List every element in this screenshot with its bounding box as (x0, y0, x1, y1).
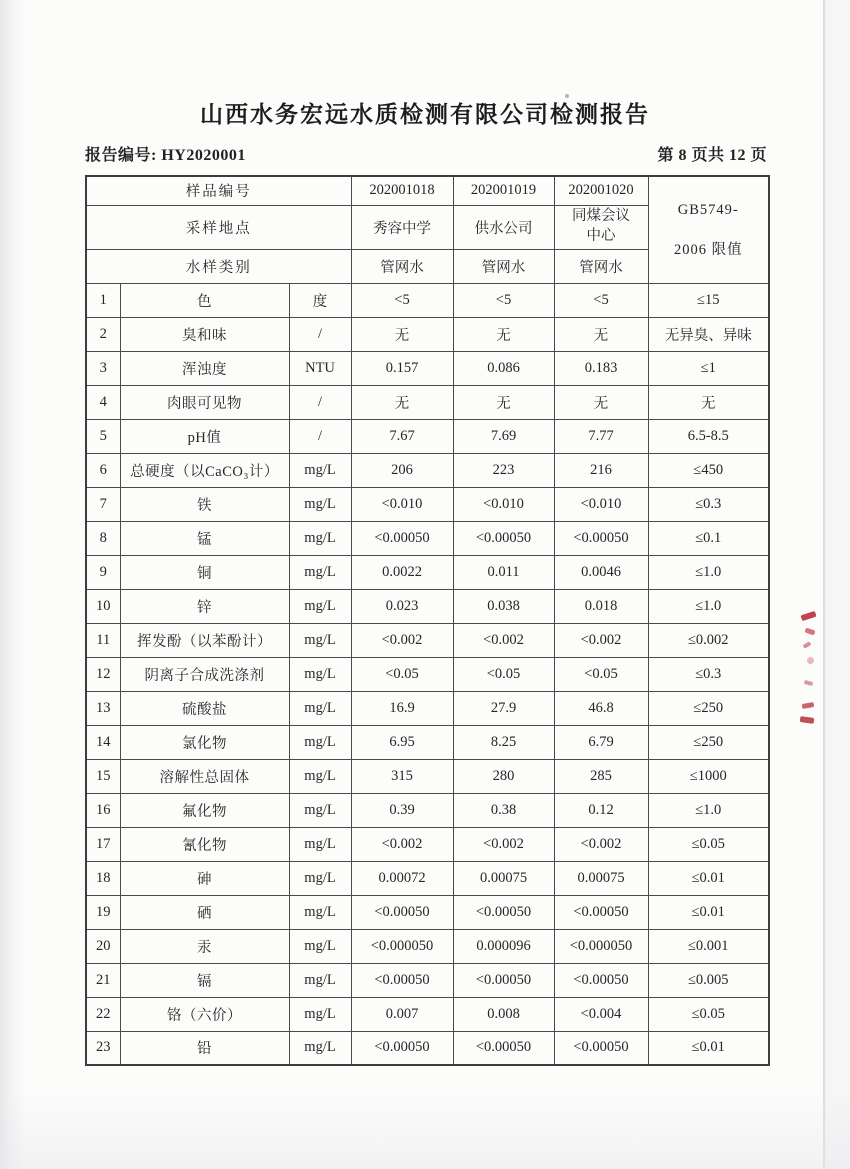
table-row (86, 861, 769, 895)
unit-cell: mg/L (289, 963, 351, 997)
limit-value-cell: ≤0.01 (648, 1031, 769, 1065)
parameter-name-cell: 氟化物 (120, 793, 289, 827)
parameter-name-cell: 锌 (120, 589, 289, 623)
limit-standard-line1: GB5749- (677, 201, 739, 218)
unit-cell: mg/L (289, 589, 351, 623)
parameter-name-cell: 硫酸盐 (120, 691, 289, 725)
limit-value-cell: ≤0.3 (648, 657, 769, 691)
unit-cell: mg/L (289, 895, 351, 929)
water-type-3: 管网水 (554, 249, 648, 283)
sample2-value-cell: 0.011 (453, 555, 554, 589)
sample2-value-cell: 0.00075 (453, 861, 554, 895)
row-index-cell: 9 (86, 555, 120, 589)
table-row (86, 725, 769, 759)
table-row (86, 895, 769, 929)
sample3-value-cell: <0.00050 (554, 521, 648, 555)
parameter-name-cell: 肉眼可见物 (120, 385, 289, 419)
row-index-cell: 5 (86, 419, 120, 453)
table-row (86, 827, 769, 861)
sample2-value-cell: <0.002 (453, 623, 554, 657)
row-index-cell: 11 (86, 623, 120, 657)
sample1-value-cell: 0.157 (351, 351, 453, 385)
row-index-cell: 8 (86, 521, 120, 555)
sample1-value-cell: <0.002 (351, 827, 453, 861)
table-row (86, 419, 769, 453)
sample1-value-cell: 0.007 (351, 997, 453, 1031)
sample3-value-cell: <0.00050 (554, 1031, 648, 1065)
sample3-value-cell: 285 (554, 759, 648, 793)
table-row (86, 759, 769, 793)
report-number-value: HY2020001 (161, 147, 246, 164)
sample1-value-cell: <0.000050 (351, 929, 453, 963)
sample1-value-cell: 206 (351, 453, 453, 487)
limit-value-cell: 6.5-8.5 (648, 419, 769, 453)
parameter-name-cell: 铁 (120, 487, 289, 521)
unit-cell: mg/L (289, 453, 351, 487)
table-row (86, 997, 769, 1031)
page-counter: 第 8 页共 12 页 (657, 147, 767, 164)
unit-cell: / (289, 385, 351, 419)
results-tbody (86, 283, 769, 1065)
report-number-label: 报告编号: (85, 147, 157, 164)
limit-value-cell: ≤0.005 (648, 963, 769, 997)
row-index-cell: 16 (86, 793, 120, 827)
sample2-value-cell: 280 (453, 759, 554, 793)
unit-cell: mg/L (289, 691, 351, 725)
location-3: 同煤会议中心 (554, 205, 648, 249)
unit-cell: mg/L (289, 997, 351, 1031)
unit-cell: mg/L (289, 487, 351, 521)
location-label: 采样地点 (86, 205, 351, 249)
limit-value-cell: ≤15 (648, 283, 769, 317)
table-row (86, 487, 769, 521)
sample3-value-cell: <0.010 (554, 487, 648, 521)
limit-value-cell: ≤0.001 (648, 929, 769, 963)
sample-id-1: 202001018 (351, 176, 453, 205)
row-index-cell: 6 (86, 453, 120, 487)
parameter-name-cell: 氯化物 (120, 725, 289, 759)
sample1-value-cell: <0.00050 (351, 895, 453, 929)
parameter-name-cell: 镉 (120, 963, 289, 997)
sample2-value-cell: <0.00050 (453, 963, 554, 997)
sample2-value-cell: <0.00050 (453, 1031, 554, 1065)
sample3-value-cell: 无 (554, 385, 648, 419)
parameter-name-cell: 挥发酚（以苯酚计） (120, 623, 289, 657)
sample2-value-cell: 0.38 (453, 793, 554, 827)
sample1-value-cell: 16.9 (351, 691, 453, 725)
sample3-value-cell: <0.00050 (554, 895, 648, 929)
limit-value-cell: ≤1 (648, 351, 769, 385)
sample-id-label: 样品编号 (86, 176, 351, 205)
table-row (86, 453, 769, 487)
sample2-value-cell: 27.9 (453, 691, 554, 725)
sample3-value-cell: 7.77 (554, 419, 648, 453)
limit-value-cell: ≤0.01 (648, 861, 769, 895)
unit-cell: mg/L (289, 827, 351, 861)
report-meta (85, 142, 767, 166)
limit-standard-line2: 2006 限值 (673, 241, 743, 258)
water-type-label: 水样类别 (86, 249, 351, 283)
parameter-name-cell: 硒 (120, 895, 289, 929)
sample3-value-cell: 无 (554, 317, 648, 351)
row-index-cell: 18 (86, 861, 120, 895)
row-index-cell: 10 (86, 589, 120, 623)
limit-value-cell: ≤0.3 (648, 487, 769, 521)
parameter-name-cell: 砷 (120, 861, 289, 895)
red-stamp-fragment (795, 585, 823, 745)
table-row (86, 793, 769, 827)
parameter-name-cell: pH值 (120, 419, 289, 453)
table-row (86, 623, 769, 657)
unit-cell: 度 (289, 283, 351, 317)
water-type-1: 管网水 (351, 249, 453, 283)
parameter-name-cell: 汞 (120, 929, 289, 963)
sample1-value-cell: 无 (351, 317, 453, 351)
limit-value-cell: ≤0.01 (648, 895, 769, 929)
row-index-cell: 4 (86, 385, 120, 419)
table-row (86, 657, 769, 691)
page-title: 山西水务宏远水质检测有限公司检测报告 (200, 101, 650, 127)
parameter-name-cell: 浑浊度 (120, 351, 289, 385)
sample1-value-cell: 0.39 (351, 793, 453, 827)
unit-cell: / (289, 419, 351, 453)
parameter-name-cell: 臭和味 (120, 317, 289, 351)
sample3-value-cell: <0.05 (554, 657, 648, 691)
limit-value-cell: ≤0.05 (648, 827, 769, 861)
parameter-name-cell: 总硬度（以CaCO₃计） (120, 453, 289, 487)
row-index-cell: 3 (86, 351, 120, 385)
parameter-name-cell: 色 (120, 283, 289, 317)
sample1-value-cell: 0.023 (351, 589, 453, 623)
unit-cell: mg/L (289, 521, 351, 555)
unit-cell: mg/L (289, 861, 351, 895)
scan-bottom-shadow (0, 1090, 850, 1169)
sample2-value-cell: 223 (453, 453, 554, 487)
unit-cell: mg/L (289, 793, 351, 827)
sample1-value-cell: 0.0022 (351, 555, 453, 589)
sample2-value-cell: 8.25 (453, 725, 554, 759)
sample1-value-cell: <0.002 (351, 623, 453, 657)
sample2-value-cell: 0.038 (453, 589, 554, 623)
limit-value-cell: ≤0.1 (648, 521, 769, 555)
parameter-name-cell: 阴离子合成洗涤剂 (120, 657, 289, 691)
sample1-value-cell: <5 (351, 283, 453, 317)
water-type-2: 管网水 (453, 249, 554, 283)
table-row (86, 283, 769, 317)
table-row (86, 691, 769, 725)
sample3-value-cell: <0.002 (554, 623, 648, 657)
row-index-cell: 12 (86, 657, 120, 691)
report-number (85, 142, 246, 165)
sample1-value-cell: <0.00050 (351, 1031, 453, 1065)
row-index-cell: 17 (86, 827, 120, 861)
row-index-cell: 19 (86, 895, 120, 929)
row-index-cell: 1 (86, 283, 120, 317)
sample2-value-cell: <0.00050 (453, 895, 554, 929)
parameter-name-cell: 溶解性总固体 (120, 759, 289, 793)
row-index-cell: 23 (86, 1031, 120, 1065)
row-index-cell: 20 (86, 929, 120, 963)
sample3-value-cell: <0.004 (554, 997, 648, 1031)
location-2: 供水公司 (453, 205, 554, 249)
sample3-value-cell: 6.79 (554, 725, 648, 759)
sample1-value-cell: <0.05 (351, 657, 453, 691)
row-index-cell: 13 (86, 691, 120, 725)
unit-cell: NTU (289, 351, 351, 385)
limit-value-cell: 无 (648, 385, 769, 419)
sample2-value-cell: 0.008 (453, 997, 554, 1031)
sample3-value-cell: 0.183 (554, 351, 648, 385)
paper-fold-line (823, 0, 825, 1169)
limit-value-cell: ≤1000 (648, 759, 769, 793)
sample2-value-cell: 0.000096 (453, 929, 554, 963)
row-index-cell: 7 (86, 487, 120, 521)
sample2-value-cell: <5 (453, 283, 554, 317)
unit-cell: mg/L (289, 623, 351, 657)
sample1-value-cell: 0.00072 (351, 861, 453, 895)
sample2-value-cell: <0.002 (453, 827, 554, 861)
sample3-value-cell: <0.002 (554, 827, 648, 861)
table-row (86, 317, 769, 351)
sample3-value-cell: <0.000050 (554, 929, 648, 963)
parameter-name-cell: 锰 (120, 521, 289, 555)
scan-left-edge-shadow (0, 0, 26, 1169)
limit-standard-header (648, 176, 769, 283)
water-quality-table (85, 175, 770, 1066)
table-row (86, 589, 769, 623)
unit-cell: mg/L (289, 555, 351, 589)
sample1-value-cell: 7.67 (351, 419, 453, 453)
limit-value-cell: ≤0.002 (648, 623, 769, 657)
sample3-value-cell: <0.00050 (554, 963, 648, 997)
sample1-value-cell: 无 (351, 385, 453, 419)
table-row (86, 521, 769, 555)
row-index-cell: 22 (86, 997, 120, 1031)
limit-value-cell: ≤1.0 (648, 555, 769, 589)
limit-value-cell: 无异臭、异味 (648, 317, 769, 351)
limit-value-cell: ≤450 (648, 453, 769, 487)
limit-value-cell: ≤0.05 (648, 997, 769, 1031)
sample3-value-cell: 0.018 (554, 589, 648, 623)
parameter-name-cell: 铜 (120, 555, 289, 589)
limit-value-cell: ≤250 (648, 691, 769, 725)
sample2-value-cell: <0.00050 (453, 521, 554, 555)
sample2-value-cell: 无 (453, 317, 554, 351)
unit-cell: mg/L (289, 725, 351, 759)
location-1: 秀容中学 (351, 205, 453, 249)
sample1-value-cell: <0.00050 (351, 521, 453, 555)
row-index-cell: 21 (86, 963, 120, 997)
sample3-value-cell: 0.0046 (554, 555, 648, 589)
sample1-value-cell: <0.00050 (351, 963, 453, 997)
sample-id-2: 202001019 (453, 176, 554, 205)
row-index-cell: 2 (86, 317, 120, 351)
limit-value-cell: ≤1.0 (648, 793, 769, 827)
table-row (86, 351, 769, 385)
sample3-value-cell: 0.00075 (554, 861, 648, 895)
table-row (86, 1031, 769, 1065)
sample1-value-cell: 315 (351, 759, 453, 793)
header-row-sample-id (86, 176, 769, 205)
sample2-value-cell: <0.010 (453, 487, 554, 521)
sample3-value-cell: 0.12 (554, 793, 648, 827)
parameter-name-cell: 氰化物 (120, 827, 289, 861)
table-row (86, 963, 769, 997)
limit-value-cell: ≤1.0 (648, 589, 769, 623)
limit-value-cell: ≤250 (648, 725, 769, 759)
unit-cell: mg/L (289, 1031, 351, 1065)
parameter-name-cell: 铅 (120, 1031, 289, 1065)
sample-id-3: 202001020 (554, 176, 648, 205)
parameter-name-cell: 铬（六价） (120, 997, 289, 1031)
sample1-value-cell: 6.95 (351, 725, 453, 759)
unit-cell: mg/L (289, 759, 351, 793)
sample2-value-cell: 无 (453, 385, 554, 419)
sample3-value-cell: 216 (554, 453, 648, 487)
sample3-value-cell: 46.8 (554, 691, 648, 725)
row-index-cell: 14 (86, 725, 120, 759)
sample2-value-cell: 0.086 (453, 351, 554, 385)
unit-cell: mg/L (289, 929, 351, 963)
sample1-value-cell: <0.010 (351, 487, 453, 521)
unit-cell: mg/L (289, 657, 351, 691)
scan-right-edge-band (825, 0, 850, 1169)
table-row (86, 385, 769, 419)
table-row (86, 929, 769, 963)
sample2-value-cell: <0.05 (453, 657, 554, 691)
table-row (86, 555, 769, 589)
row-index-cell: 15 (86, 759, 120, 793)
sample2-value-cell: 7.69 (453, 419, 554, 453)
unit-cell: / (289, 317, 351, 351)
sample3-value-cell: <5 (554, 283, 648, 317)
